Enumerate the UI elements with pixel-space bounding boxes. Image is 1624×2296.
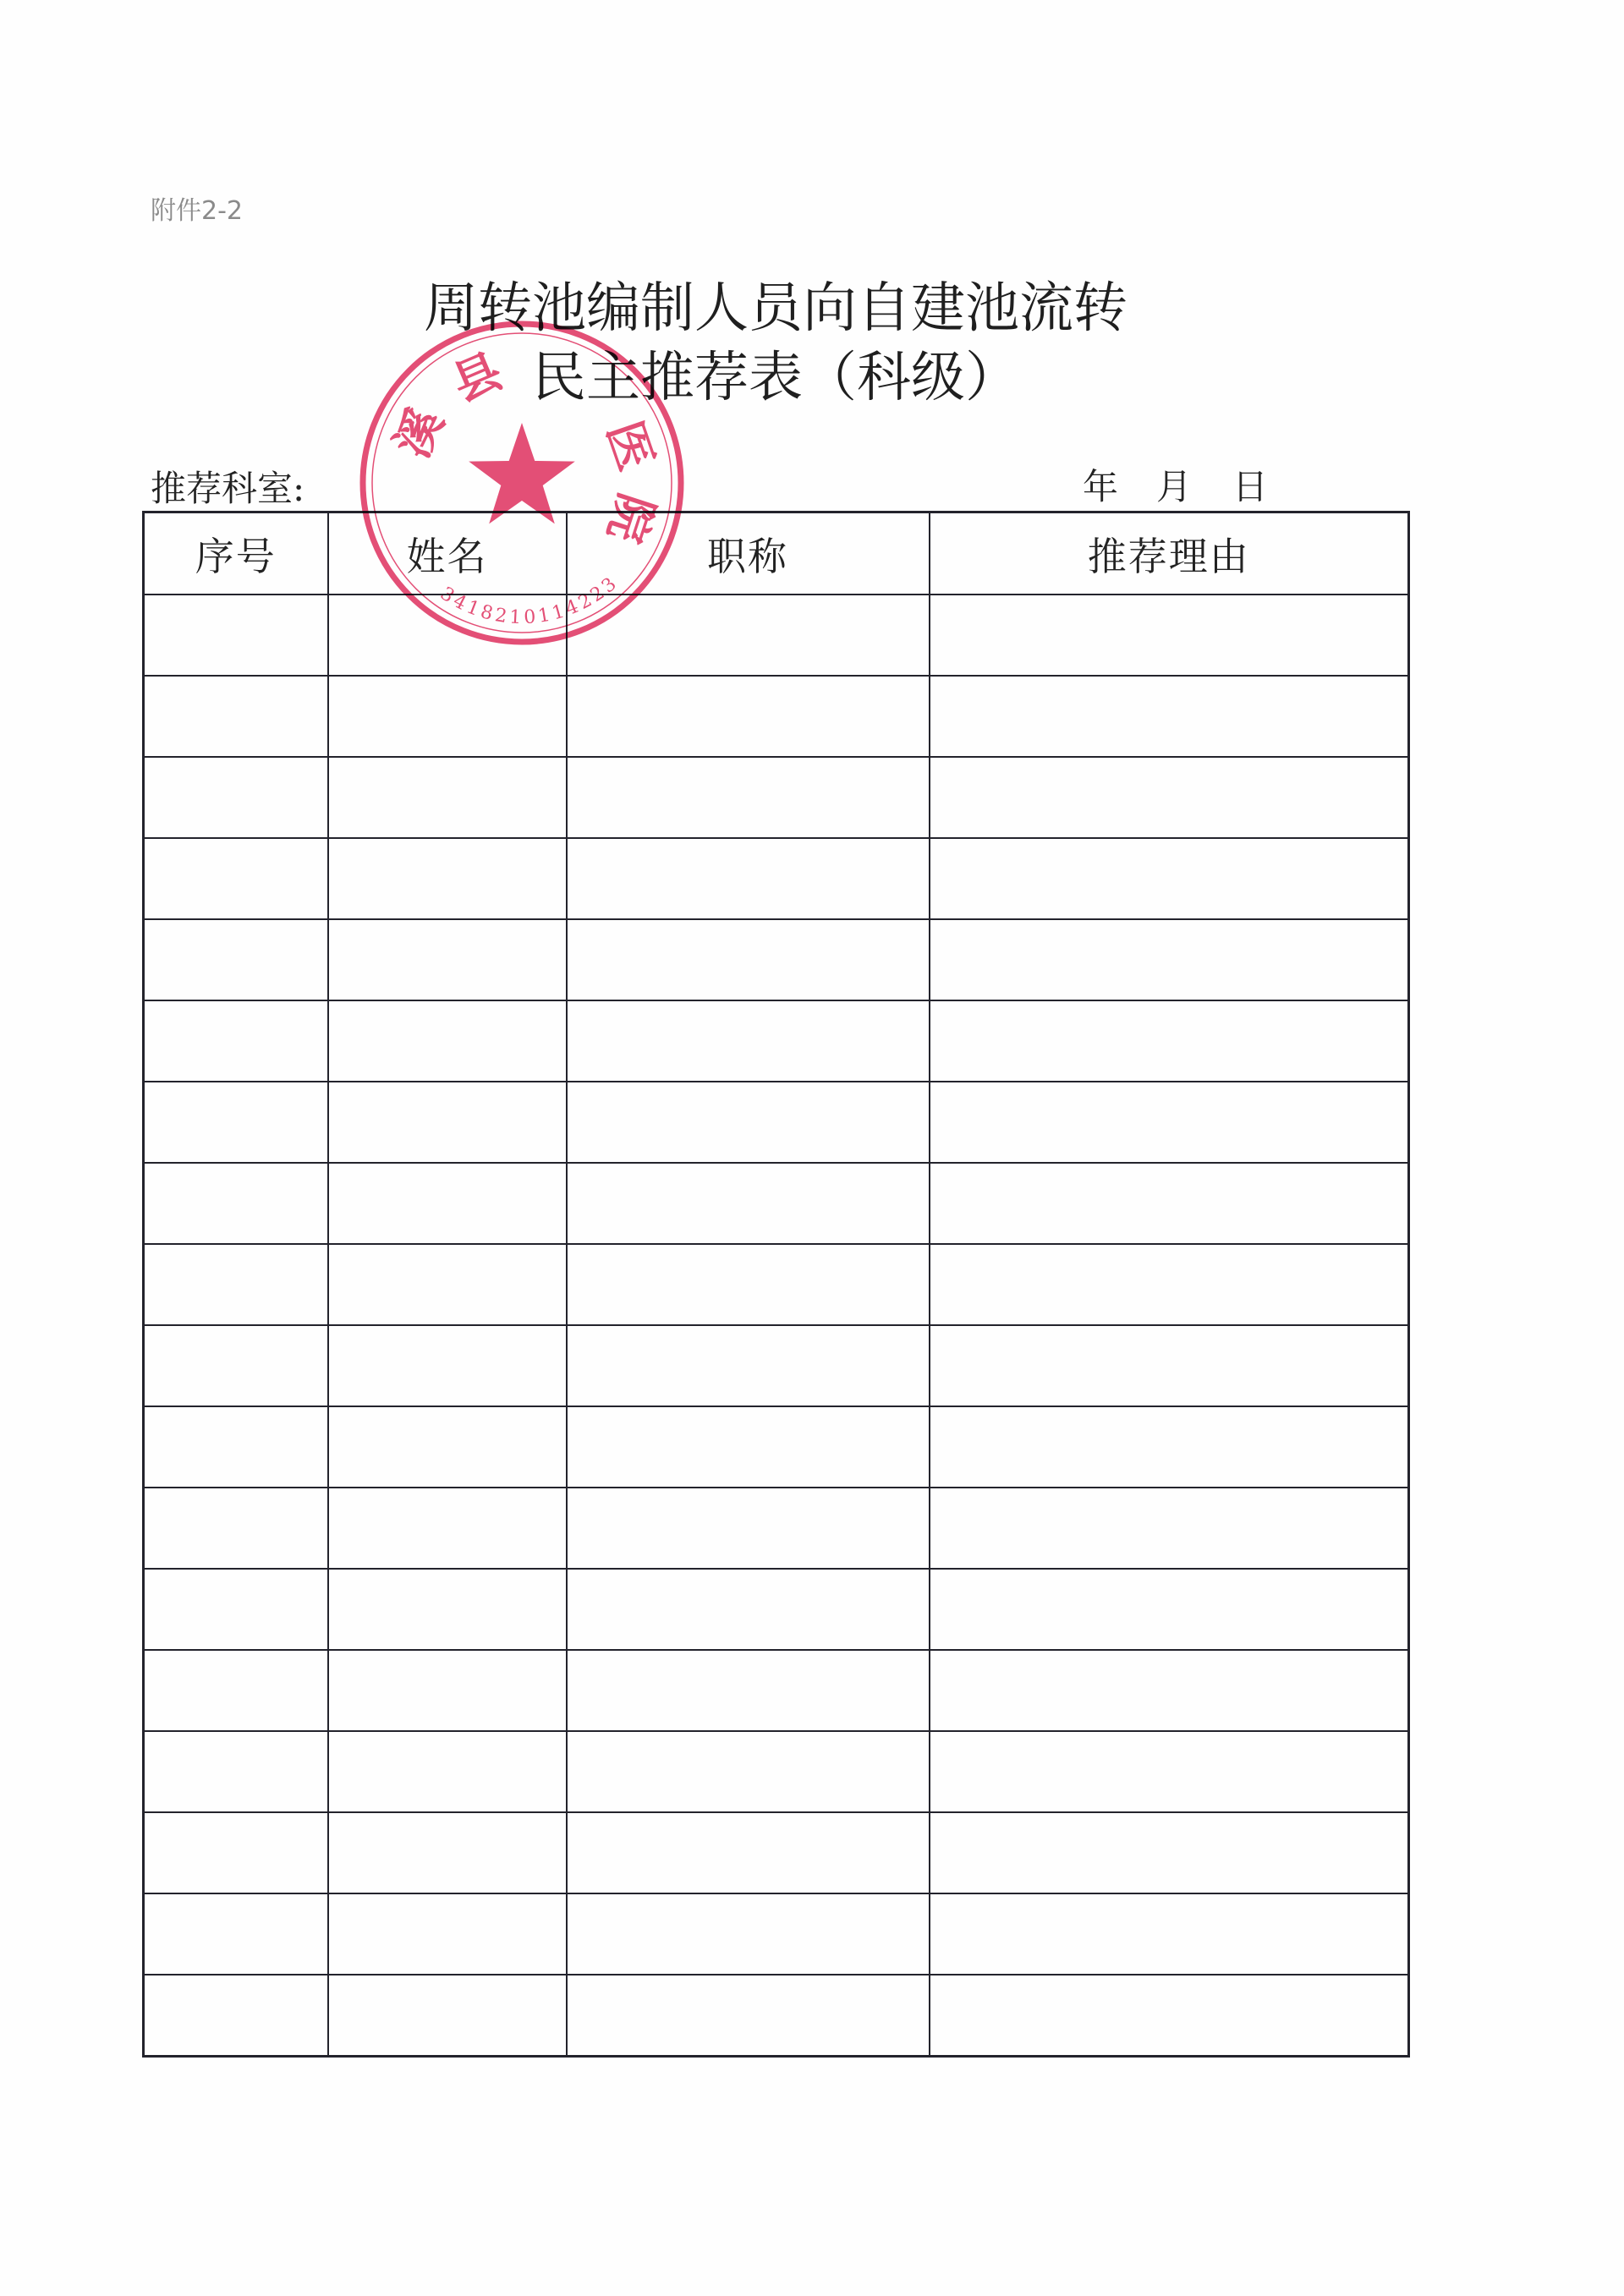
table-cell-name [328,1893,567,1975]
table-cell-title [567,1569,930,1650]
table-row [144,1406,1409,1488]
seal-character: 院 [596,486,665,550]
table-cell-title [567,676,930,757]
table-row [144,1812,1409,1893]
table-cell-reason [930,595,1409,676]
table-cell-seq [144,676,328,757]
table-row [144,838,1409,919]
department-label: 推荐科室: [151,468,305,509]
seal-character: 溪 [383,399,455,467]
table-row [144,1650,1409,1731]
table-cell-title [567,1163,930,1244]
table-cell-name [328,1406,567,1488]
table-cell-reason [930,1731,1409,1812]
table-cell-reason [930,1975,1409,2057]
table-cell-reason [930,1244,1409,1325]
table-row [144,1569,1409,1650]
table-row [144,1000,1409,1082]
table-cell-name [328,919,567,1000]
table-cell-seq [144,1731,328,1812]
table-cell-title [567,1000,930,1082]
seal-character: 医 [595,414,664,478]
table-cell-name [328,757,567,838]
table-cell-reason [930,1812,1409,1893]
table-cell-name [328,838,567,919]
table-cell-title [567,919,930,1000]
table-cell-reason [930,1488,1409,1569]
table-cell-title [567,1650,930,1731]
table-cell-reason [930,676,1409,757]
header-cell-title: 职称 [567,512,930,595]
table-cell-title [567,838,930,919]
table-cell-name [328,1731,567,1812]
table-cell-name [328,1082,567,1163]
table-header [144,512,1409,595]
table-cell-seq [144,1406,328,1488]
table-cell-name [328,1650,567,1731]
table-cell-seq [144,1163,328,1244]
table-cell-title [567,1488,930,1569]
table-row [144,1488,1409,1569]
date-month-label: 月 [1156,466,1193,507]
table-cell-seq [144,595,328,676]
seal-star-icon [469,423,575,523]
table-cell-name [328,1569,567,1650]
table-cell-name [328,1244,567,1325]
table-cell-seq [144,1569,328,1650]
table-cell-seq [144,1893,328,1975]
table-cell-title [567,1082,930,1163]
table-row [144,757,1409,838]
table-cell-reason [930,757,1409,838]
table-cell-reason [930,1650,1409,1731]
table-cell-seq [144,1975,328,2057]
table-cell-seq [144,919,328,1000]
seal-code-text: 3418210114223 [436,573,621,629]
table-cell-name [328,1975,567,2057]
table-row [144,919,1409,1000]
table-cell-seq [144,1488,328,1569]
table-cell-name [328,1163,567,1244]
table-cell-title [567,1244,930,1325]
form-title-line-2: 民主推荐表（科级） [532,347,1019,409]
recommendation-table [142,511,1410,2058]
table-row [144,676,1409,757]
table-cell-seq [144,1325,328,1406]
table-cell-title [567,595,930,676]
table-cell-reason [930,1569,1409,1650]
table-row [144,1731,1409,1812]
header-cell-seq: 序号 [144,512,328,595]
table-header-row [144,512,1409,595]
table-cell-reason [930,1163,1409,1244]
table-cell-seq [144,757,328,838]
table-body [144,595,1409,2057]
recommendation-table-container [142,511,1407,2058]
table-row [144,1082,1409,1163]
table-cell-title [567,1731,930,1812]
form-title-line-1: 周转池编制人员向自建池流转 [424,277,1127,340]
table-cell-reason [930,1406,1409,1488]
table-row [144,1325,1409,1406]
table-cell-reason [930,1893,1409,1975]
header-cell-name: 姓名 [328,512,567,595]
table-row [144,595,1409,676]
header-cell-reason: 推荐理由 [930,512,1409,595]
table-cell-name [328,676,567,757]
table-cell-name [328,1812,567,1893]
table-cell-reason [930,1000,1409,1082]
table-cell-seq [144,1650,328,1731]
table-cell-title [567,1812,930,1893]
seal-character: 县 [444,342,510,414]
table-cell-name [328,595,567,676]
table-cell-title [567,1975,930,2057]
table-row [144,1163,1409,1244]
table-cell-name [328,1000,567,1082]
table-row [144,1893,1409,1975]
table-cell-reason [930,919,1409,1000]
table-cell-name [328,1488,567,1569]
table-cell-seq [144,1000,328,1082]
table-cell-seq [144,838,328,919]
date-year-label: 年 [1083,466,1119,507]
table-cell-reason [930,1082,1409,1163]
table-cell-title [567,1406,930,1488]
table-cell-title [567,1893,930,1975]
table-cell-seq [144,1082,328,1163]
table-cell-reason [930,838,1409,919]
table-cell-title [567,757,930,838]
table-row [144,1975,1409,2057]
attachment-label: 附件2-2 [151,196,243,226]
table-cell-title [567,1325,930,1406]
table-cell-reason [930,1325,1409,1406]
date-day-label: 日 [1232,466,1269,507]
table-cell-seq [144,1244,328,1325]
table-cell-seq [144,1812,328,1893]
table-row [144,1244,1409,1325]
table-cell-name [328,1325,567,1406]
